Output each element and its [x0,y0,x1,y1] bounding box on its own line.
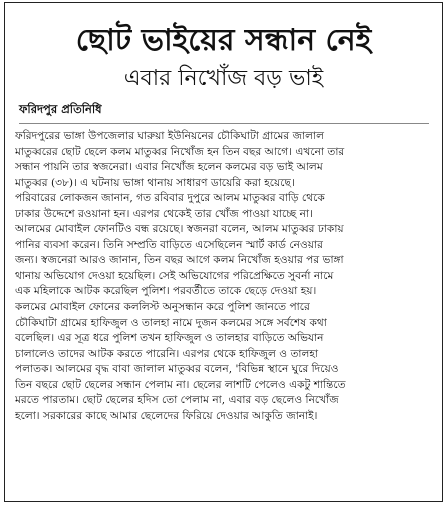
article-line: সন্ধান পায়নি তার স্বজনেরা। এবার নিখোঁজ হলেন কলমের বড় ভাই আলম [15,161,323,174]
article-line: চৌকিঘাটা গ্রামের হাফিজুল ও তালহা নামে দুজন কলমের সঙ্গে সর্বশেষ কথা [15,316,327,329]
article-line: থানায় অভিযোগ দেওয়া হয়েছিল। সেই অভিযোগের পরিপ্রেক্ষিতে সুবর্না নামে [15,269,334,282]
article-line: মাতুব্বর (৩৮)। এ ঘটনায় ভাঙ্গা থানায় সাধারণ ডায়েরি করা হয়েছে। [15,176,295,189]
subheadline: এবার নিখোঁজ বড় ভাই [123,66,324,91]
article-line: চালালেও তাদের আটক করতে পারেনি। এরপর থেকে হাফিজুল ও তালহা [15,347,319,360]
article-body [15,129,432,424]
article-line: জন্য। স্বজনেরা আরও জানান, তিন বছর আগে কলম নিখোঁজ হওয়ার পর ভাঙ্গা [15,254,344,267]
article-line: আলমের মোবাইল ফোনটিও বন্ধ রয়েছে। স্বজনরা বলেন, আলম মাতুব্বর ঢাকায় [15,223,344,236]
article-line: এক মহিলাকে আটক করেছিল পুলিশ। পরবর্তীতে তাকে ছেড়ে দেওয়া হয়। [15,285,317,298]
article-line: বলেছিল। এর সূত্র ধরে পুলিশ তখন হাফিজুল ও তালহার বাড়িতে অভিযান [15,332,324,345]
article-line: পানির ব্যবসা করেন। তিনি সম্প্রতি বাড়িতে এসেছিলেন স্মার্ট কার্ড নেওয়ার [15,238,323,251]
article-line: তিন বছরে ছোট ছেলের সন্ধান পেলাম না। ছেলের লাশটি পেলেও একটু শান্তিতে [15,378,346,391]
article-line: ঢাকার উদ্দেশে রওয়ানা হন। এরপর থেকেই তার খোঁজ পাওয়া যাচ্ছে না। [15,207,313,220]
byline: ফরিদপুর প্রতিনিধি [19,101,429,124]
news-clipping [4,2,443,502]
article-line: পলাতক। আলমের বৃদ্ধ বাবা জালাল মাতুব্বর বলেন, 'বিভিন্ন স্থানে ঘুরে দিয়েও [15,363,339,376]
article-line: ফরিদপুরের ভাঙ্গা উপজেলার ঘারুয়া ইউনিয়নের চৌকিঘাটা গ্রামের জালাল [15,130,325,142]
article-line: মাতুব্বরের ছোট ছেলে কলম মাতুব্বর নিখোঁজ হন তিন বছর আগে। এখনো তার [15,145,345,158]
headline: ছোট ভাইয়ের সন্ধান নেই [75,23,372,58]
article-line: মরতে পারতাম। ছোট ছেলের হদিস তো পেলাম না, এবার বড় ছেলেও নিখোঁজ [15,394,339,407]
article-line: পরিবারের লোকজন জানান, গত রবিবার দুপুরে আলম মাতুব্বর বাড়ি থেকে [15,192,325,205]
article-line: কলমের মোবাইল ফোনের কললিস্ট অনুসন্ধান করে পুলিশ জানতে পারে [15,301,310,314]
article-line: হলো। সরকারের কাছে আমার ছেলেদের ফিরিয়ে দেওয়ার আকুতি জানাই। [15,409,318,422]
